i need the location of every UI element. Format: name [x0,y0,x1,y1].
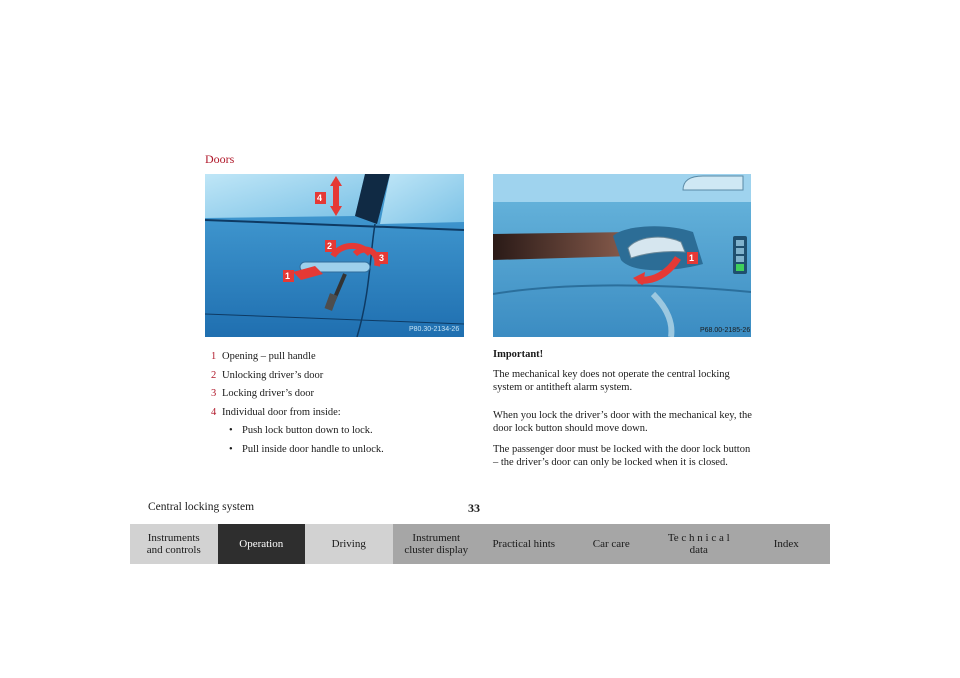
door-interior-illustration [493,174,751,337]
important-paragraph: When you lock the driver’s door with the mechanical key, the door lock button should move down. [493,409,752,434]
item-text: Locking driver’s door [222,388,314,399]
important-paragraph: The passenger door must be locked with the door lock button – the driver’s door can only be locked when it is closed. [493,443,751,468]
tab-practical-hints[interactable]: Practical hints [480,524,568,564]
important-heading: Important! [493,349,544,360]
page-number: 33 [468,501,480,515]
tab-technical-data[interactable]: Te c h n i c a l data [655,524,743,564]
figure-code: P68.00-2185-26 [700,327,751,334]
list-item [211,404,384,423]
section-title: Doors [205,152,235,166]
tab-car-care[interactable]: Car care [568,524,656,564]
item-number: 4 [211,406,217,418]
chapter-title: Central locking system [148,501,255,513]
svg-text:1: 1 [285,271,291,281]
svg-text:2: 2 [327,241,333,251]
item-text: Individual door from inside: [222,406,341,418]
important-note [493,348,755,477]
chapter-nav [130,524,830,564]
bullet-text: Push lock button down to lock. [242,425,373,436]
door-exterior-illustration [205,174,464,337]
list-item [211,385,384,404]
tab-instrument-cluster-display[interactable]: Instrument cluster display [393,524,481,564]
item-number: 2 [211,369,217,381]
callout-legend [211,348,384,459]
tab-index[interactable]: Index [743,524,831,564]
svg-text:1: 1 [689,253,695,263]
important-paragraph: The mechanical key does not operate the central locking system or antitheft alarm system. [493,368,730,393]
item-text: Opening – pull handle [222,351,316,362]
tab-instruments-and-controls[interactable]: Instruments and controls [130,524,218,564]
bullet-item: • Pull inside door handle to unlock. [229,443,384,455]
svg-text:4: 4 [317,193,323,203]
bullet-item: • Push lock button down to lock. [229,425,373,436]
figure-code: P80.30-2134-26 [409,326,460,333]
list-item [211,348,384,367]
svg-text:3: 3 [379,253,385,263]
tab-operation[interactable]: Operation [218,524,306,564]
list-item [211,367,384,386]
bullet-text: Pull inside door handle to unlock. [242,443,384,455]
item-number: 1 [211,351,217,362]
item-number: 3 [211,388,217,399]
item-text: Unlocking driver’s door [222,369,324,381]
tab-driving[interactable]: Driving [305,524,393,564]
